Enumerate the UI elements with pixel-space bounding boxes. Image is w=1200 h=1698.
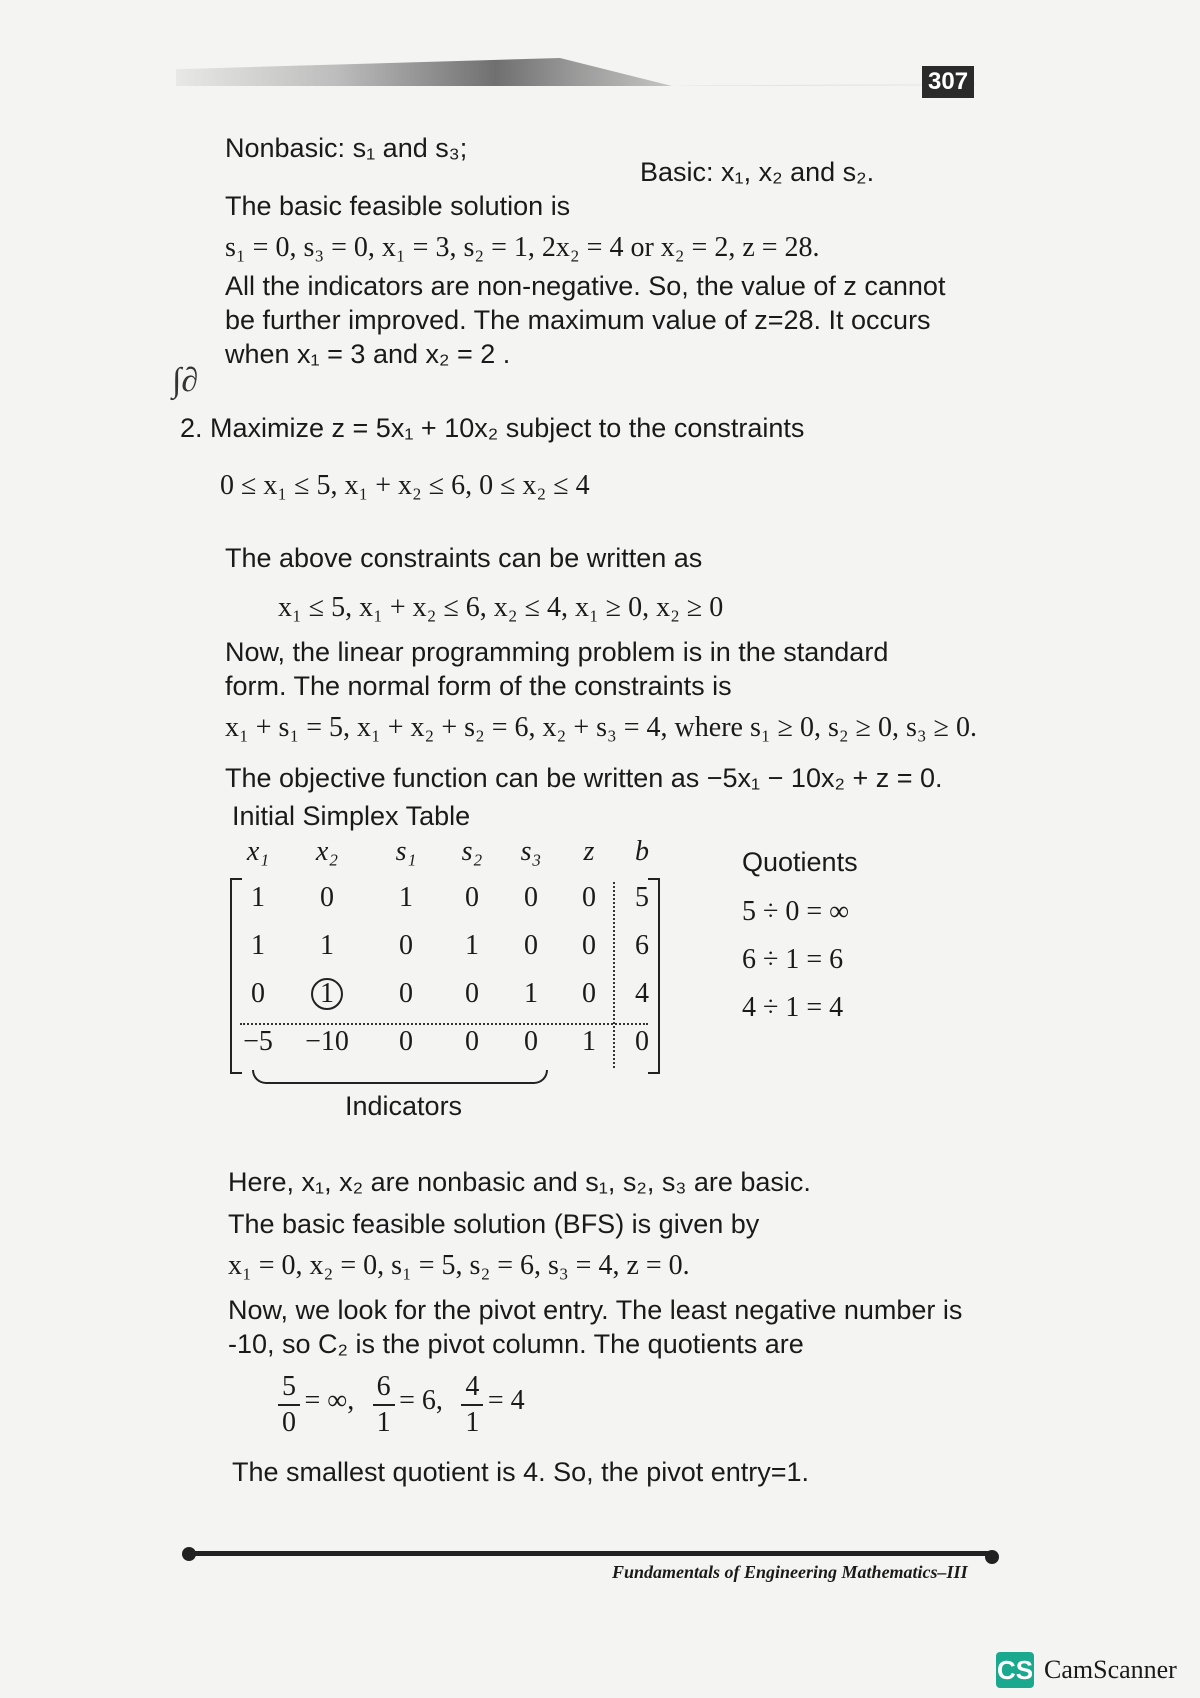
- cell: 0: [465, 882, 479, 913]
- cell: 5: [635, 882, 649, 913]
- table-row: [232, 922, 666, 970]
- cell: 0: [399, 1026, 413, 1057]
- line-bfs-initial: x₁ = 0, x₂ = 0, s₁ = 5, s₂ = 6, s₃ = 4, z = 0.: [228, 1250, 690, 1281]
- fraction-1: $\frac{5}{0}$: [278, 1370, 300, 1440]
- cell: 4: [635, 978, 649, 1009]
- camscanner-logo-icon: CS: [996, 1652, 1034, 1688]
- footer-book-title: Fundamentals of Engineering Mathematics–III: [612, 1562, 968, 1582]
- cell: 0: [524, 882, 538, 913]
- col-header: z: [583, 836, 595, 867]
- camscanner-label: CamScanner: [1044, 1655, 1177, 1684]
- line-normal-constraints: x₁ + s₁ = 5, x₁ + x₂ + s₂ = 6, x₂ + s₃ = 4, where s₁ ≥ 0, s₂ ≥ 0, s₃ ≥ 0.: [225, 712, 978, 743]
- cell: 1: [465, 930, 479, 961]
- col-header: b: [635, 836, 649, 867]
- table-row: [232, 874, 666, 922]
- line-constraints-rewritten: x₁ ≤ 5, x₁ + x₂ ≤ 6, x₂ ≤ 4, x₁ ≥ 0, x₂ ≥ 0: [278, 592, 724, 623]
- fraction-3-result: = 4: [487, 1385, 525, 1417]
- cell: 6: [635, 930, 649, 961]
- line-occurs: when x₁ = 3 and x₂ = 2 .: [225, 339, 511, 369]
- col-header: s₂: [461, 836, 483, 867]
- cell: 0: [465, 978, 479, 1009]
- cell: 1: [524, 978, 538, 1009]
- quotient-row-3: 4 ÷ 1 = 4: [742, 992, 844, 1023]
- cell: 0: [582, 978, 596, 1009]
- col-header: x₂: [315, 836, 339, 867]
- fraction-1-result: = ∞,: [304, 1385, 355, 1417]
- line-pivot-column: -10, so C₂ is the pivot column. The quotients are: [228, 1329, 804, 1359]
- page-number: 307: [922, 66, 974, 98]
- handwritten-mark: ∫∂: [172, 362, 199, 399]
- footer-dot-right: [985, 1550, 999, 1564]
- header-decoration: [176, 58, 976, 86]
- cell: 0: [399, 978, 413, 1009]
- fraction-2-result: = 6,: [399, 1385, 443, 1417]
- line-nonbasic: Nonbasic: s₁ and s₃;: [225, 133, 468, 163]
- cell: 0: [399, 930, 413, 961]
- fraction-3: $\frac{4}{1}$: [461, 1370, 483, 1440]
- table-caption: Initial Simplex Table: [232, 801, 471, 831]
- cell: 1: [582, 1026, 596, 1057]
- col-header: s₃: [520, 836, 542, 867]
- line-bfs-intro: The basic feasible solution is: [225, 191, 571, 221]
- pivot-cell: [284, 970, 370, 1018]
- pivot-circle: 1: [311, 978, 343, 1010]
- cell: 0: [251, 978, 265, 1009]
- cell: 0: [582, 930, 596, 961]
- cell: 0: [524, 930, 538, 961]
- line-pivot-entry: Now, we look for the pivot entry. The least negative number is: [228, 1295, 963, 1325]
- cell: 0: [635, 1026, 649, 1057]
- line-bfs-values: s₁ = 0, s₃ = 0, x₁ = 3, s₂ = 1, 2x₂ = 4 or x₂ = 2, z = 28.: [225, 232, 820, 263]
- problem-constraints: 0 ≤ x₁ ≤ 5, x₁ + x₂ ≤ 6, 0 ≤ x₂ ≤ 4: [220, 470, 590, 501]
- col-header: s₁: [395, 836, 417, 867]
- problem-statement: 2. Maximize z = 5x₁ + 10x₂ subject to the constraints: [180, 413, 805, 443]
- line-objective: The objective function can be written as −5x₁ − 10x₂ + z = 0.: [225, 763, 943, 793]
- cell: −10: [305, 1026, 349, 1057]
- line-bfs-given: The basic feasible solution (BFS) is given by: [228, 1209, 760, 1239]
- cell: 0: [582, 882, 596, 913]
- line-normal-form: form. The normal form of the constraints is: [225, 671, 732, 701]
- cell: 1: [399, 882, 413, 913]
- quotients-label: Quotients: [742, 847, 858, 877]
- line-nonbasic-basic: Here, x₁, x₂ are nonbasic and s₁, s₂, s₃ are basic.: [228, 1167, 811, 1197]
- line-constraints-intro: The above constraints can be written as: [225, 543, 703, 573]
- line-smallest-quotient: The smallest quotient is 4. So, the pivot entry=1.: [232, 1457, 810, 1487]
- col-header: x₁: [246, 836, 270, 867]
- footer-rule: [185, 1551, 995, 1556]
- cell: 1: [251, 930, 265, 961]
- line-improved: be further improved. The maximum value of z=28. It occurs: [225, 305, 931, 335]
- cell: −5: [243, 1026, 273, 1057]
- indicators-label: Indicators: [345, 1091, 463, 1121]
- quotient-row-1: 5 ÷ 0 = ∞: [742, 896, 850, 927]
- simplex-table: [232, 830, 666, 1066]
- cell: 1: [251, 882, 265, 913]
- indicators-brace: [252, 1070, 548, 1084]
- table-row: [232, 1018, 666, 1066]
- cell: 0: [465, 1026, 479, 1057]
- quotient-row-2: 6 ÷ 1 = 6: [742, 944, 844, 975]
- line-indicators: All the indicators are non-negative. So, the value of z cannot: [225, 271, 946, 301]
- cell: 1: [320, 930, 334, 961]
- cell: 0: [320, 882, 334, 913]
- fraction-2: $\frac{6}{1}$: [373, 1370, 395, 1440]
- table-row: [232, 970, 666, 1018]
- cell: 0: [524, 1026, 538, 1057]
- line-standard-form: Now, the linear programming problem is in the standard: [225, 637, 889, 667]
- line-basic: Basic: x₁, x₂ and s₂.: [640, 157, 875, 187]
- quotient-fractions: [278, 1370, 525, 1440]
